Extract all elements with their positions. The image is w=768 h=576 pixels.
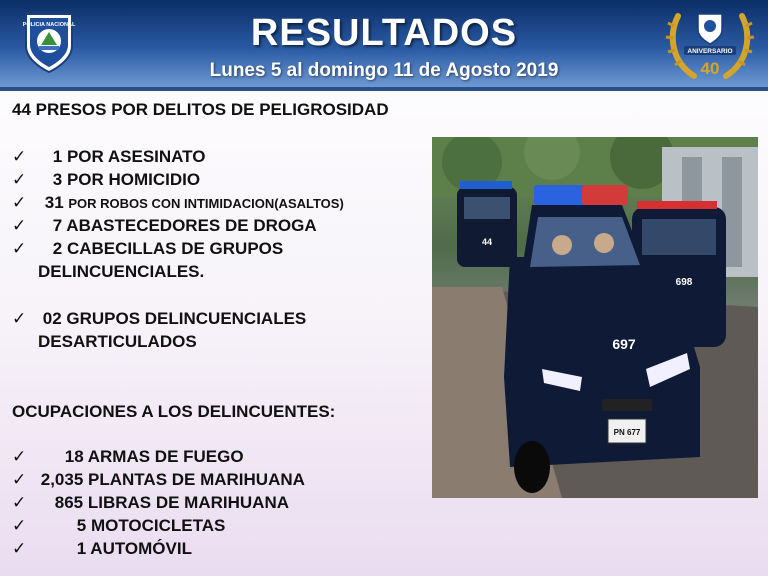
groups-item-continuation: DESARTICULADOS: [38, 332, 197, 351]
header-divider: [0, 87, 768, 91]
seizure-item: ✓ 18 ARMAS DE FUEGO: [12, 447, 244, 466]
second-car-number: 698: [675, 277, 693, 288]
headline: 44 PRESOS POR DELITOS DE PELIGROSIDAD: [12, 100, 389, 119]
page-subtitle: Lunes 5 al domingo 11 de Agosto 2019: [209, 60, 559, 81]
seizures-heading: OCUPACIONES A LOS DELINCUENTES:: [12, 402, 336, 421]
right-logo-text: ANIVERSARIO: [687, 48, 733, 55]
check-icon: ✓: [12, 239, 27, 258]
seizure-item: ✓ 1 AUTOMÓVIL: [12, 539, 192, 558]
third-car-number: 44: [481, 237, 493, 247]
check-icon: ✓: [12, 516, 27, 535]
car-number: 697: [612, 336, 636, 352]
seizure-item: ✓ 5 MOTOCICLETAS: [12, 516, 226, 535]
left-logo-text: POLICIA NACIONAL: [22, 22, 76, 28]
page-title: RESULTADOS: [250, 12, 518, 54]
car-plate: PN 677: [613, 428, 641, 437]
list-item: ✓ 2 CABECILLAS DE GRUPOS: [12, 239, 284, 258]
check-icon: ✓: [12, 539, 27, 558]
check-icon: ✓: [12, 216, 27, 235]
seizure-item: ✓ 2,035 PLANTAS DE MARIHUANA: [12, 470, 305, 489]
check-icon: ✓: [12, 493, 27, 512]
check-icon: ✓: [12, 309, 27, 328]
seizure-item: ✓ 865 LIBRAS DE MARIHUANA: [12, 493, 290, 512]
list-item: ✓ 1 POR ASESINATO: [12, 147, 206, 166]
check-icon: ✓: [12, 447, 27, 466]
check-icon: ✓: [12, 470, 27, 489]
check-icon: ✓: [12, 147, 27, 166]
check-icon: ✓: [12, 170, 27, 189]
list-item: ✓ 31 POR ROBOS CON INTIMIDACION(ASALTOS): [12, 193, 344, 212]
list-item: ✓ 7 ABASTECEDORES DE DROGA: [12, 216, 317, 235]
list-item: ✓ 3 POR HOMICIDIO: [12, 170, 201, 189]
check-icon: ✓: [12, 193, 27, 212]
police-cars-photo: [432, 137, 758, 498]
groups-item: ✓ 02 GRUPOS DELINCUENCIALES: [12, 309, 307, 328]
list-item-continuation: DELINCUENCIALES.: [38, 262, 205, 281]
right-logo-number: 40: [700, 59, 720, 78]
anniversary-laurel-logo: [664, 6, 756, 82]
